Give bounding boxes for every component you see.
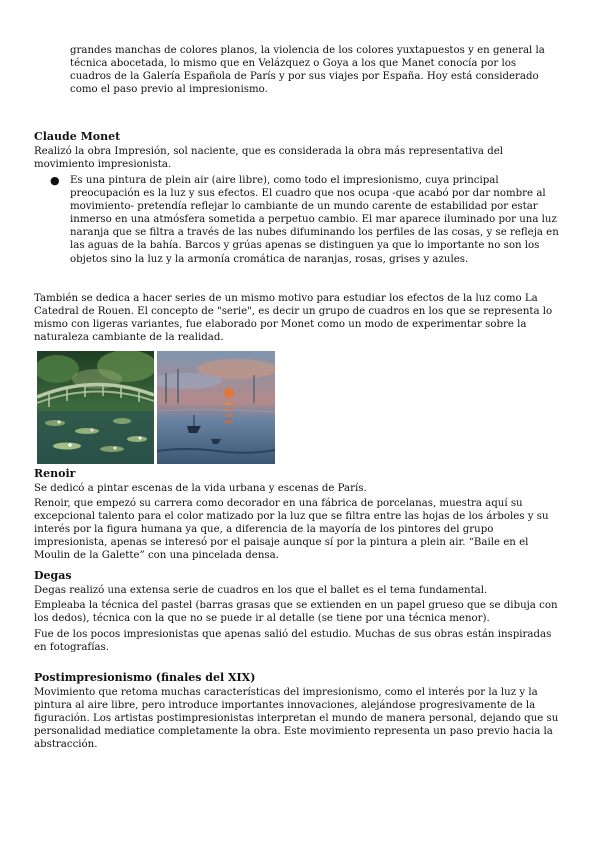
degas-heading: Degas [34,569,72,582]
monet-series-text: También se dedica a hacer series de un mismo motivo para estudiar los efectos de la luz como La Catedral de Rouen. El concepto de "serie", es decir un grupo de cuadros en los que se representa lo mismo con ligeras variantes, fue elaborado por Monet como un modo de experimentar sobre la naturaleza cambiante de la realidad. [34,293,553,344]
renoir-text: Renoir, que empezó su carrera como decorador en una fábrica de porcelanas, muestra aquí su excepcional talento para el color matizado por la luz que se filtra entre las hojas de los árboles y su interés por la figura humana ya que, a diferencia de la mayoría de los pintores del grupo impresionista, apenas se interesó por el paisaje aunque sí por la pintura a plein air. “Baile en el Moulin de la Galette” con una pincelada densa. [34,498,549,562]
intro-paragraph: grandes manchas de colores planos, la violencia de los colores yuxtapuestos y en general la técnica abocetada, lo mismo que en Velázquez o Goya a los que Manet conocía por los cuadros de la Galería Española de París y por sus viajes por España. Hoy está considerado como el paso previo al impresionismo. [70,45,545,96]
postimpressionism-text: Movimiento que retoma muchas características del impresionismo, como el interés por la luz y la pintura al aire libre, pero introduce importantes innovaciones, alejándose progresivamente de la figuración. Los artistas postimpresionistas interpretan el mundo de manera personal, dejando que su personalidad mediatice completamente la obra. Este movimiento representa un paso previo hacia la abstracción. [34,687,559,751]
degas-line-1: Degas realizó una extensa serie de cuadros en los que el ballet es el tema fundamental. [34,585,488,596]
postimpressionism-heading: Postimpresionismo (finales del XIX) [34,671,256,684]
monet-heading: Claude Monet [34,130,121,143]
degas-line-3: Fue de los pocos impresionistas que apenas salió del estudio. Muchas de sus obras están inspiradas en fotografías. [34,629,552,654]
renoir-line-1: Se dedicó a pintar escenas de la vida urbana y escenas de París. [34,483,367,494]
impression-sunrise-painting [157,351,275,464]
monet-intro-text: Realizó la obra Impresión, sol naciente, que es considerada la obra más representativa del movimiento impresionista. [34,146,504,171]
renoir-heading: Renoir [34,467,76,480]
bullet-icon: ● [50,174,60,187]
degas-line-2: Empleaba la técnica del pastel (barras grasas que se extienden en un papel grueso que se dibuja con los dedos), técnica con la que no se puede ir al detalle (se tiene por una técnica menor). [34,600,558,625]
monet-bullet-text: Es una pintura de plein air (aire libre), como todo el impresionismo, cuya principal preocupación es la luz y sus efectos. El cuadro que nos ocupa -que acabó por dar nombre al movimiento- pretendía reflejar lo cambiante de un mundo carente de estabilidad por estar inmerso en una atmósfera sometida a perpetuo cambio. El mar aparece iluminado por una luz naranja que se filtra a través de las nubes difuminando los perfiles de las cosas, y se refleja en las aguas de la bahía. Barcos y grúas apenas se distinguen ya que lo importante no son los objetos sino la luz y la armonía cromática de naranjas, rosas, grises y azules. [70,175,559,265]
water-lily-bridge-painting [37,351,154,464]
